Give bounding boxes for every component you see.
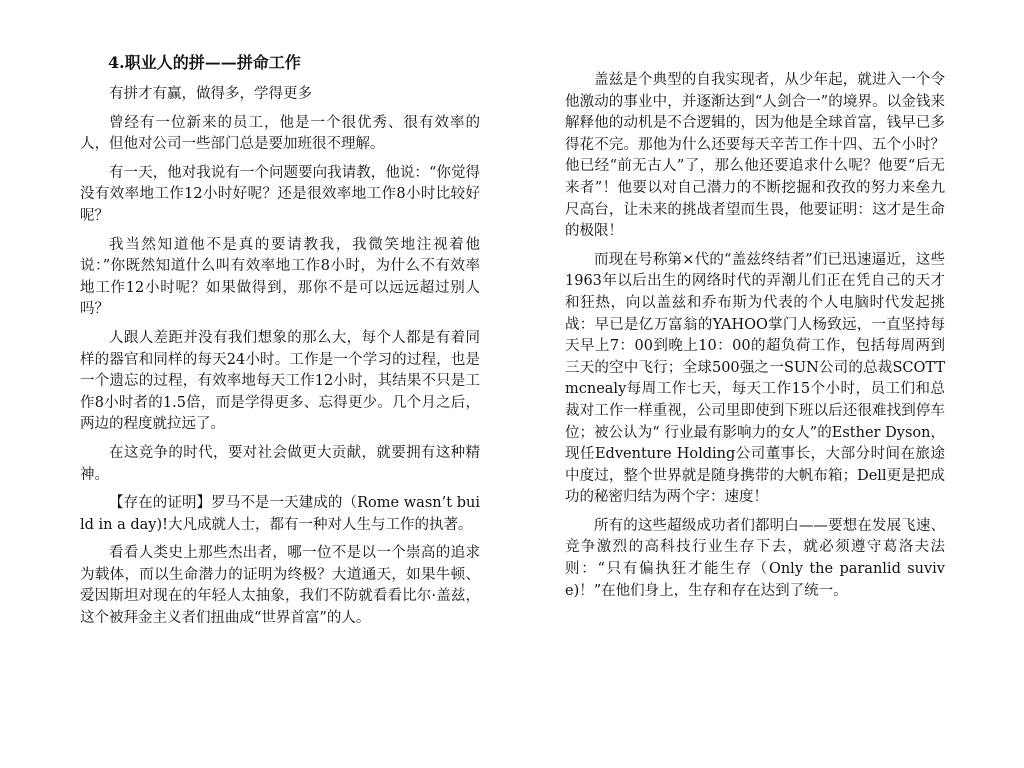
paragraph: 【存在的证明】罗马不是一天建成的（Rome wasn’t build in a day)!大凡成就人士，都有一种对人生与工作的执著。 xyxy=(80,495,480,533)
paragraph: 曾经有一位新来的员工，他是一个很优秀、很有效率的人，但他对公司一些部门总是要加班很不理解。 xyxy=(80,114,480,153)
paragraph: 看看人类史上那些杰出者，哪一位不是以一个崇高的追求为载体，而以生命潜力的证明为终极？大道通天，如果牛顿、爱因斯坦对现在的年轻人太抽象，我们不防就看看比尔·盖兹，这个被拜金主义者们扭曲成“世界首富”的人。 xyxy=(80,545,480,627)
paragraph: 有拼才有赢，做得多，学得更多 xyxy=(109,86,312,102)
right-column xyxy=(565,70,945,609)
paragraph: 而现在号称第×代的“盖兹终结者”们已迅速逼近，这些1963年以后出生的网络时代的弄潮儿们正在凭自己的天才和狂热，向以盖兹和乔布斯为代表的个人电脑时代发起挑战：早已是亿万富翁的YAHOO掌门人杨致远，一直坚持每天早上7：00到晚上10：00的超负荷工作，包括每周两到三天的空中飞行；全球500强之一SUN公司的总裁SCOTT mcnealy每周工作七天，每天工作15个小时，员工们和总裁对工作一样重视，公司里即使到下班以后还很难找到停车位；被公认为“ 行业最有影响力的女人”的Esther Dyson，现任Edventure Holding公司董事长，大部分时间在旅途中度过，整个世界就是随身携带的大帆布箱；Dell更是把成功的秘密归结为两个字：速度！ xyxy=(565,251,945,506)
paragraph: 我当然知道他不是真的要请教我，我微笑地注视着他说：”你既然知道什么叫有效率地工作8小时，为什么不有效率地工作12小时呢？如果做得到，那你不是可以远远超过别人吗？ xyxy=(80,236,480,318)
left-column xyxy=(80,52,480,637)
paragraph: 在这竞争的时代，要对社会做更大贡献，就要拥有这种精神。 xyxy=(80,444,480,483)
paragraph: 盖兹是个典型的自我实现者，从少年起，就进入一个令他激动的事业中，并逐渐达到“人剑合一”的境界。以金钱来解释他的动机是不合逻辑的，因为他是全球首富，钱早已多得花不完。那他为什么还要每天辛苦工作十四、五个小时？他已经“前无古人”了，那么他还要追求什么呢？他要“后无来者”！他要以对自己潜力的不断挖掘和孜孜的努力来垒九尺高台，让未来的挑战者望而生畏，他要证明：这才是生命的极限！ xyxy=(565,72,945,240)
paragraph: 人跟人差距并没有我们想象的那么大，每个人都是有着同样的器官和同样的每天24小时。工作是一个学习的过程，也是一个遗忘的过程，有效率地每天工作12小时，其结果不只是工作8小时者的1.5倍，而是学得更多、忘得更少。几个月之后，两边的程度就拉远了。 xyxy=(80,329,480,433)
paragraph: 所有的这些超级成功者们都明白——要想在发展飞速、竞争激烈的高科技行业生存下去，就必须遵守葛洛夫法则：“只有偏执狂才能生存（Only the paranlid suvive)！”在他们身上，生存和存在达到了统一。 xyxy=(565,517,945,599)
section-heading: 4.职业人的拼——拼命工作 xyxy=(108,53,301,72)
paragraph: 有一天，他对我说有一个问题要向我请教，他说：“你觉得没有效率地工作12小时好呢？还是很效率地工作8小时比较好呢？ xyxy=(80,164,480,224)
